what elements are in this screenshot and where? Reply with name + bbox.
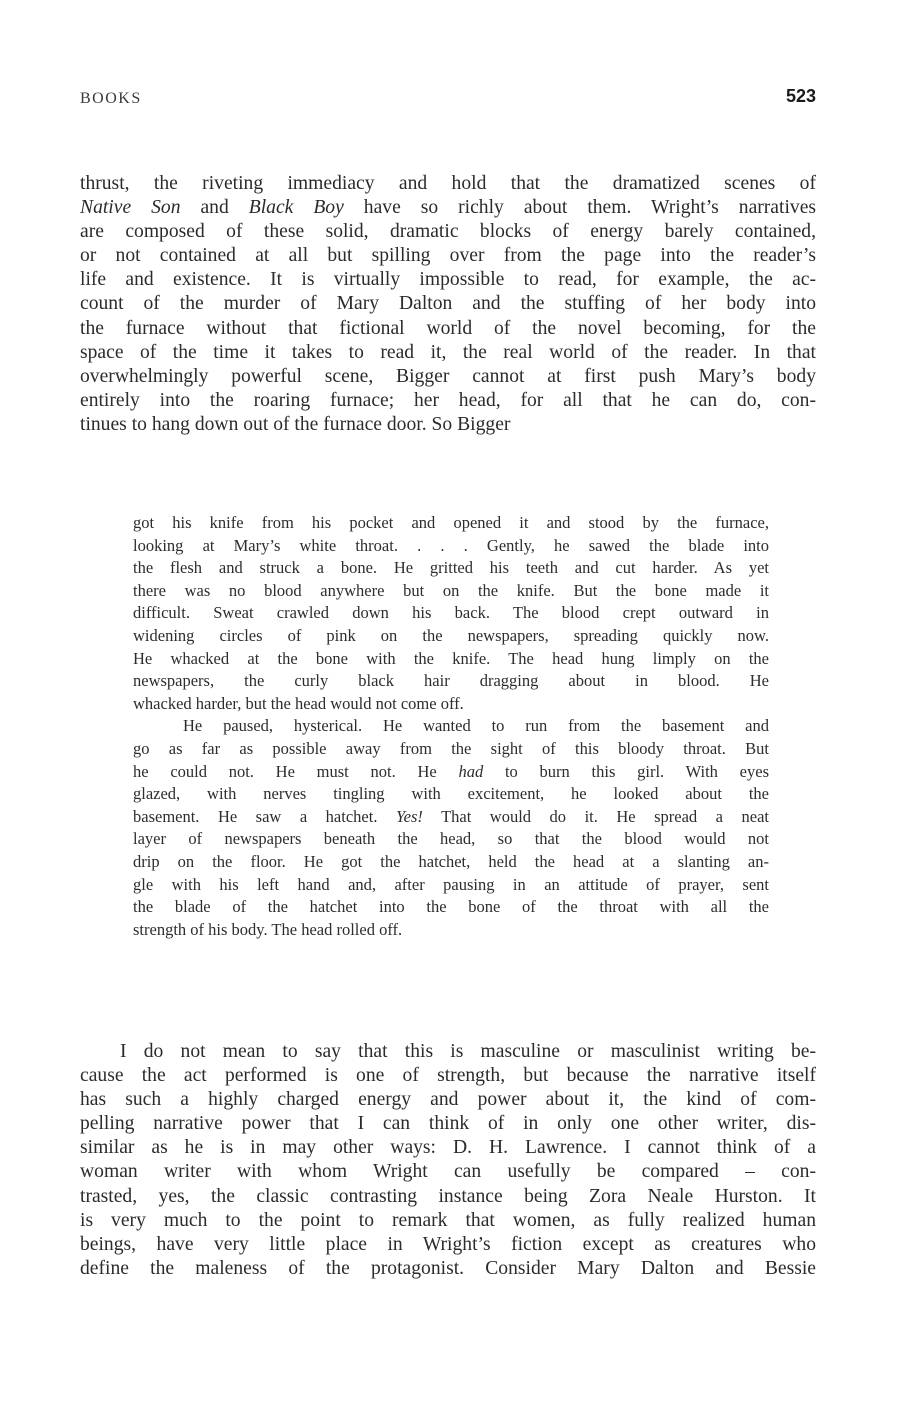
quote-line: He paused, hysterical. He wanted to run from the basement and [183, 716, 769, 736]
text-line: thrust, the riveting immediacy and hold that the dramatized scenes of [80, 173, 816, 194]
text-line: overwhelmingly powerful scene, Bigger cannot at first push Mary’s body [80, 365, 816, 387]
quote-line: widening circles of pink on the newspapers, spreading quickly now. [133, 625, 769, 645]
quote-paragraph-1 [133, 512, 769, 715]
text-line: woman writer with whom Wright can usefully be compared – con- [80, 1161, 816, 1183]
text-line: is very much to the point to remark that women, as fully realized human [80, 1209, 816, 1231]
text-line: similar as he is in may other ways: D. H. Lawrence. I cannot think of a [80, 1137, 816, 1159]
quote-line: basement. He saw a hatchet. Yes! That would do it. He spread a neat [133, 806, 769, 826]
quote-line: got his knife from his pocket and opened it and stood by the furnace, [133, 513, 769, 532]
emphasis-had: had [458, 761, 484, 781]
text-line: count of the murder of Mary Dalton and the stuffing of her body into [80, 293, 816, 315]
text-line: cause the act performed is one of strength, but because the narrative itself [80, 1065, 816, 1087]
text-line: Native Son and Black Boy have so richly about them. Wright’s narratives [80, 197, 817, 219]
quote-line: the blade of the hatchet into the bone of the throat with all the [133, 897, 769, 917]
body-paragraph-1 [80, 172, 816, 437]
book-title-native-son: Native Son [80, 197, 181, 219]
quote-paragraph-2 [133, 715, 769, 941]
text-line: entirely into the roaring furnace; her head, for all that he can do, con- [80, 389, 816, 411]
quote-line: He whacked at the bone with the knife. The head hung limply on the [133, 648, 769, 668]
quote-line: gle with his left hand and, after pausing in an attitude of prayer, sent [133, 874, 769, 894]
quote-line: the flesh and struck a bone. He gritted his teeth and cut harder. As yet [133, 558, 769, 578]
quote-line: looking at Mary’s white throat. . . . Gently, he sawed the blade into [133, 535, 769, 555]
quote-line: layer of newspapers beneath the head, so that the blood would not [133, 829, 769, 849]
body-paragraph-2 [80, 1040, 816, 1281]
quote-line: difficult. Sweat crawled down his back. The blood crept outward in [133, 603, 769, 623]
book-title-black-boy: Black Boy [248, 197, 344, 219]
text-line: trasted, yes, the classic contrasting instance being Zora Neale Hurston. It [80, 1185, 816, 1207]
running-head [80, 86, 816, 116]
text-line: or not contained at all but spilling over from the page into the reader’s [80, 245, 816, 267]
quote-line: drip on the floor. He got the hatchet, held the head at a slanting an- [133, 851, 769, 871]
quote-line: newspapers, the curly black hair dragging about in blood. He [133, 671, 769, 691]
text-line: define the maleness of the protagonist. Consider Mary Dalton and Bessie [80, 1257, 816, 1279]
text-line: life and existence. It is virtually impossible to read, for example, the ac- [80, 269, 816, 291]
emphasis-yes: Yes! [395, 806, 423, 826]
text-line: space of the time it takes to read it, the real world of the reader. In that [80, 341, 816, 363]
text-line: beings, have very little place in Wright’s fiction except as creatures who [80, 1233, 816, 1255]
block-quotation [133, 512, 769, 941]
section-label: BOOKS [80, 90, 142, 107]
quote-line: strength of his body. The head rolled off. [133, 919, 403, 939]
text-line: pelling narrative power that I can think of in only one other writer, dis- [80, 1113, 816, 1135]
text-line: I do not mean to say that this is masculine or masculinist writing be- [120, 1041, 816, 1062]
quote-line: glazed, with nerves tingling with excitement, he looked about the [133, 784, 769, 804]
quote-line: go as far as possible away from the sight of this bloody throat. But [133, 738, 769, 758]
text-line: tinues to hang down out of the furnace door. So Bigger [80, 413, 511, 435]
page-number: 523 [785, 86, 816, 106]
text-line: has such a highly charged energy and power about it, the kind of com- [80, 1089, 816, 1111]
quote-line: he could not. He must not. He had to burn this girl. With eyes [133, 761, 769, 781]
text-line: are composed of these solid, dramatic blocks of energy barely contained, [80, 221, 816, 243]
quote-line: there was no blood anywhere but on the knife. But the bone made it [133, 580, 769, 600]
quote-line: whacked harder, but the head would not come off. [133, 693, 464, 713]
text-line: the furnace without that fictional world of the novel becoming, for the [80, 317, 816, 339]
